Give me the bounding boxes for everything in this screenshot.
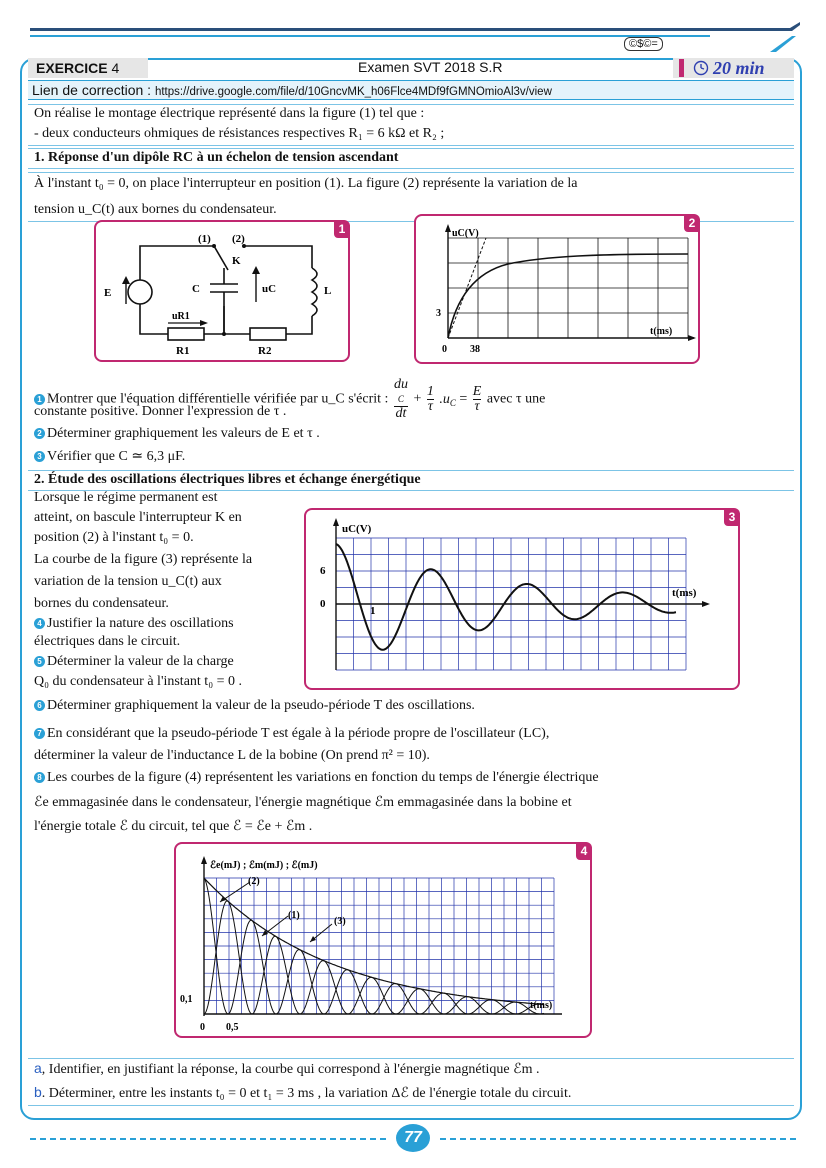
question-4-line-1 [34, 616, 234, 632]
fig3-xtick-1: 1 [370, 605, 376, 617]
curve-2-label: (2) [248, 876, 260, 887]
curve-1-label: (1) [288, 910, 300, 921]
letter-a: a [34, 1060, 42, 1076]
question-7-line-2: déterminer la valeur de l'inductance L de la bobine (On prend π² = 10). [34, 748, 430, 763]
correction-link[interactable]: https://drive.google.com/file/d/10GncvMK_h06Flce4MDf9fGMNOmioAl3v/view [154, 86, 552, 98]
fig4-ylabel: ℰe(mJ) ; ℰm(mJ) ; ℰ(mJ) [210, 860, 318, 871]
badge-7: 7 [34, 728, 45, 739]
question-8-line-2: ℰe emmagasinée dans le condensateur, l'énergie magnétique ℰm emmagasinée dans la bobine et [34, 795, 572, 810]
fig2-xlabel: t(ms) [650, 326, 673, 337]
corner-ornament [730, 22, 800, 52]
question-5-line-1 [34, 654, 234, 670]
fig3-xlabel: t(ms) [672, 587, 697, 599]
circuit-diagram [96, 222, 348, 360]
charge-graph [416, 216, 698, 362]
top-rule [30, 28, 730, 31]
question-7-text-a: En considérant que la pseudo-période T est égale à la période propre de l'oscillateur (LC), [47, 726, 550, 741]
switch-position-2: (2) [232, 233, 245, 245]
fig4-xlabel: t(ms) [530, 1000, 553, 1011]
badge-3: 3 [34, 451, 45, 462]
figure-4-energies [174, 842, 592, 1038]
figure-1-tag: 1 [334, 220, 350, 238]
part1-title: 1. Réponse d'un dipôle RC à un échelon de tension ascendant [34, 150, 399, 165]
part2-line-5: variation de la tension u_C(t) aux [34, 574, 222, 589]
question-4-line-2: électriques dans le circuit. [34, 634, 181, 649]
part1-line-1: À l'instant t₀ = 0, on place l'interrupteur en position (1). La figure (2) représente la variation de la [34, 176, 578, 191]
part2-line-3: position (2) à l'instant t₀ = 0. [34, 530, 194, 545]
fig3-ylabel: uC(V) [342, 523, 372, 535]
question-2-text: Déterminer graphiquement les valeurs de E et τ . [47, 426, 320, 441]
fig2-xtick-0: 0 [442, 344, 447, 355]
part2-line-4: La courbe de la figure (3) représente la [34, 552, 253, 567]
question-1-text-b: avec τ une [486, 391, 546, 407]
question-b: b. Déterminer, entre les instants t₀ = 0 et t₁ = 3 ms , la variation Δℰ de l'énergie totale du circuit. [34, 1084, 572, 1101]
timer-bar [679, 59, 684, 77]
question-7-line-1 [34, 726, 549, 742]
intro-line-1: On réalise le montage électrique représenté dans la figure (1) tel que : [34, 106, 425, 121]
inductor-label: L [324, 285, 332, 297]
figure-1-circuit [94, 220, 350, 362]
part2-title: 2. Étude des oscillations électriques libres et échange énergétique [34, 472, 421, 487]
fig4-xtick-05: 0,5 [226, 1022, 239, 1033]
timer-box [673, 58, 794, 78]
fig4-ytick: 0,1 [180, 994, 193, 1005]
fig3-ytick-0: 0 [320, 598, 326, 610]
exercise-label-box [28, 58, 148, 78]
curve-3-label: (3) [334, 916, 346, 927]
question-5-line-2: Q₀ du condensateur à l'instant t₀ = 0 . [34, 674, 242, 689]
badge-5: 5 [34, 656, 45, 667]
question-5-text-a: Déterminer la valeur de la charge [47, 654, 234, 669]
figure-3-oscillations [304, 508, 740, 690]
generator-label: E [104, 287, 112, 299]
question-3 [34, 448, 185, 465]
part2-line-1: Lorsque le régime permanent est [34, 490, 218, 505]
figure-3-tag: 3 [724, 508, 740, 526]
r2-label: R2 [258, 345, 272, 357]
exam-title: Examen SVT 2018 S.R [358, 59, 503, 75]
badge-6: 6 [34, 700, 45, 711]
question-8-line-3: l'énergie totale ℰ du circuit, tel que ℰ = ℰe + ℰm . [34, 819, 313, 834]
figure-2-tag: 2 [684, 214, 700, 232]
oscillation-graph [306, 510, 738, 688]
badge-8: 8 [34, 772, 45, 783]
license-badge: ©$©= [624, 37, 663, 51]
figure-2-charge-curve [414, 214, 700, 364]
figure-4-tag: 4 [576, 842, 592, 860]
exercise-header [28, 58, 794, 78]
question-a-text: Identifier, en justifiant la réponse, la courbe qui correspond à l'énergie magnétique ℰm . [48, 1062, 540, 1077]
question-8-text-a: Les courbes de la figure (4) représentent les variations en fonction du temps de l'énergie électrique [47, 770, 599, 785]
question-b-text: Déterminer, entre les instants t₀ = 0 et t₁ = 3 ms , la variation Δℰ de l'énergie totale du circuit. [48, 1086, 572, 1101]
exercise-number: 4 [111, 60, 120, 76]
page-number: 77 [396, 1124, 430, 1152]
question-a: a, Identifier, en justifiant la réponse, la courbe qui correspond à l'énergie magnétique ℰm . [34, 1060, 540, 1077]
badge-1: 1 [34, 394, 45, 405]
fig2-xtick-38: 38 [470, 344, 480, 355]
badge-2: 2 [34, 428, 45, 439]
badge-4: 4 [34, 618, 45, 629]
fig4-xtick-0: 0 [200, 1022, 205, 1033]
letter-b: b [34, 1084, 42, 1100]
timer-value: 20 min [713, 58, 765, 78]
switch-label: K [232, 255, 241, 267]
question-8-line-1 [34, 770, 599, 786]
correction-link-bar [28, 80, 794, 100]
question-4-text-a: Justifier la nature des oscillations [47, 616, 234, 631]
clock-icon [693, 60, 709, 76]
fig2-ylabel: uC(V) [452, 228, 479, 239]
capacitor-voltage-label: uC [262, 283, 277, 295]
link-label: Lien de correction : [32, 82, 155, 98]
energy-graph [176, 844, 590, 1036]
footer-rule-left [30, 1138, 386, 1140]
intro-line-2: - deux conducteurs ohmiques de résistances respectives R₁ = 6 kΩ et R₂ ; [34, 126, 445, 141]
question-2 [34, 426, 320, 442]
part1-line-2: tension u_C(t) aux bornes du condensateur. [34, 202, 277, 217]
r1-label: R1 [176, 345, 190, 357]
equation-fraction-2: $\frac{1}{\tau}$ [426, 384, 434, 414]
question-6 [34, 698, 475, 714]
question-1-text-a: Montrer que l'équation différentielle vérifiée par u_C s'écrit : [47, 391, 389, 407]
equation-fraction-3: $\frac{E}{\tau}$ [472, 384, 482, 414]
fig2-ytick: 3 [436, 308, 441, 319]
question-6-text: Déterminer graphiquement la valeur de la pseudo-période T des oscillations. [47, 698, 475, 713]
question-1-line-1: 1 Montrer que l'équation différentielle vérifiée par u_C s'écrit : du C dt + $\frac{1}{\tau}$ $.u_C$ = $\frac{E}{\tau}$ avec τ une [34, 378, 545, 421]
question-3-text: Vérifier que C ≃ 6,3 μF. [47, 449, 186, 464]
top-rule-secondary [30, 35, 710, 37]
resistor-voltage-label: uR1 [172, 311, 190, 322]
capacitor-label: C [192, 283, 200, 295]
fig3-ytick-6: 6 [320, 565, 326, 577]
switch-position-1: (1) [198, 233, 211, 245]
question-1-line-2: constante positive. Donner l'expression de τ . [34, 404, 287, 419]
part2-line-6: bornes du condensateur. [34, 596, 169, 611]
exercise-label: EXERCICE [36, 60, 108, 76]
equation-fraction-1: du C dt [393, 377, 408, 421]
footer-rule-right [440, 1138, 796, 1140]
part2-line-2: atteint, on bascule l'interrupteur K en [34, 510, 242, 525]
